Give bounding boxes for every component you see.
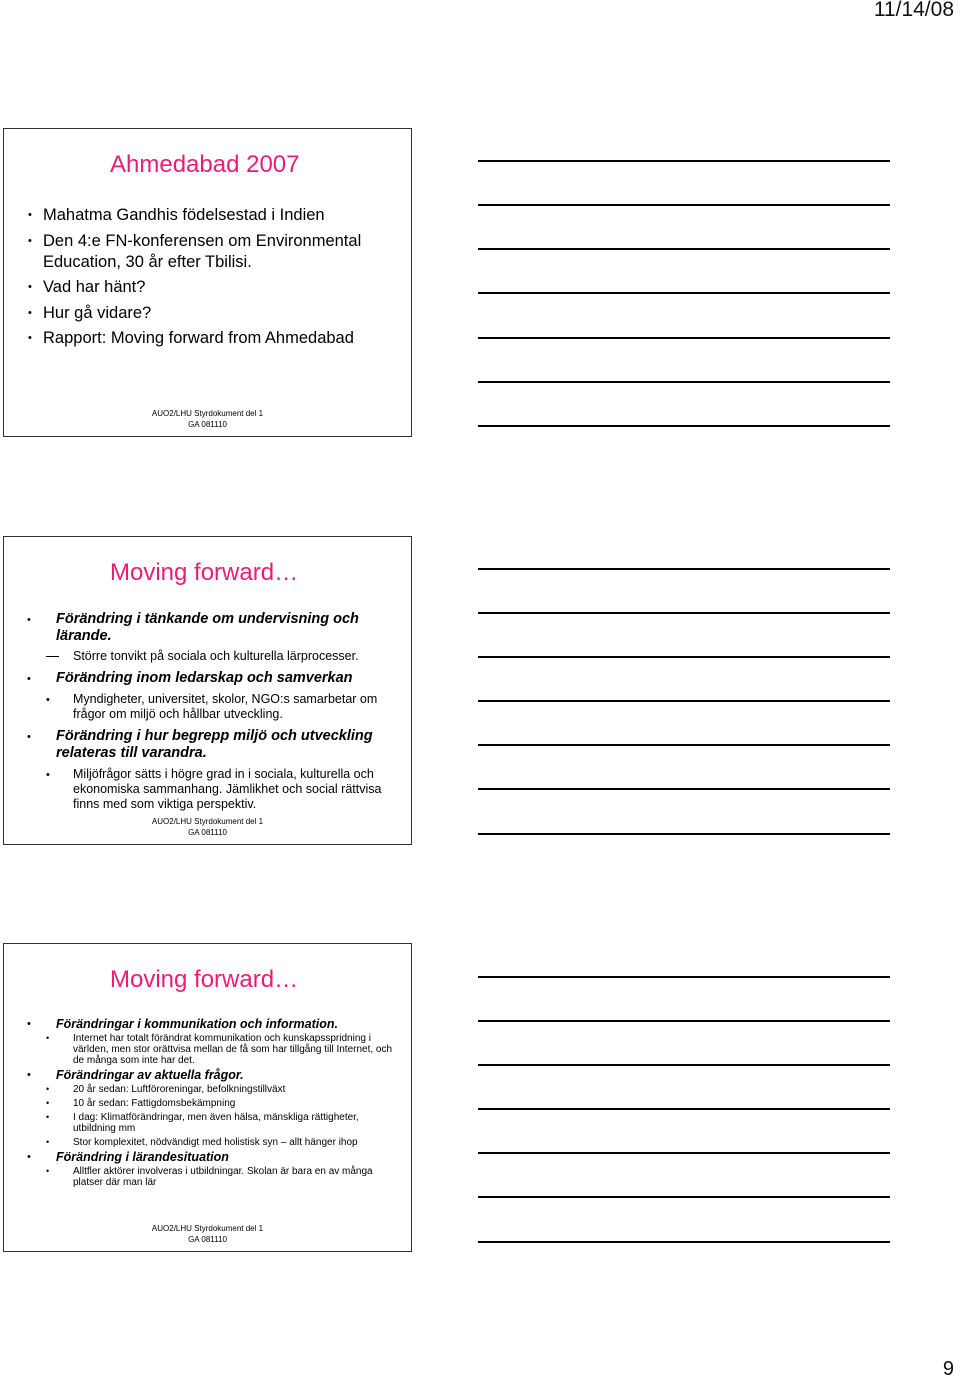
slide-body [4, 205, 403, 349]
note-line [478, 160, 890, 162]
note-line [478, 612, 890, 614]
list-item: • Förändring i lärandesituation [27, 1150, 229, 1164]
note-line [478, 337, 890, 339]
bullet-icon: • [46, 694, 50, 706]
list-item: • Förändring i hur begrepp miljö och utveckling relateras till varandra. [27, 728, 373, 761]
list-item: • Förändringar av aktuella frågor. [27, 1068, 244, 1082]
bullet-icon: • [28, 306, 32, 319]
slide-body [4, 1018, 403, 1188]
bullet-icon: • [46, 1166, 50, 1176]
list-item: • Den 4:e FN-konferensen om Environmental Education, 30 år efter Tbilisi. [28, 231, 362, 271]
bullet-icon: • [28, 234, 32, 247]
note-line [478, 568, 890, 570]
note-line [478, 656, 890, 658]
bullet-icon: • [46, 1137, 50, 1147]
bullet-icon: • [28, 281, 32, 293]
slide-footer [4, 408, 411, 430]
slide-1 [3, 128, 412, 437]
bullet-icon: • [27, 1069, 31, 1081]
list-item: • Miljöfrågor sätts i högre grad in i sociala, kulturella och ekonomiska sammanhang. Jämlikhet och social rättvisa finns med som viktiga perspektiv. [46, 767, 382, 811]
bullet-icon: • [27, 1151, 31, 1163]
bullet-icon: • [46, 1084, 50, 1094]
page-number: 9 [942, 1358, 954, 1380]
bullet-icon: • [28, 332, 32, 344]
footer-line: GA 081110 [188, 1235, 227, 1244]
note-line [478, 788, 890, 790]
list-item: • Myndigheter, universitet, skolor, NGO:s samarbetar om frågor om miljö och hållbar utveckling. [46, 692, 378, 721]
list-item: • Förändring i tänkande om undervisning och lärande. [27, 611, 359, 644]
footer-line: GA 081110 [188, 420, 227, 429]
slide-footer [4, 1223, 411, 1245]
list-item: • Rapport: Moving forward from Ahmedabad [28, 329, 354, 347]
note-line [478, 204, 890, 206]
note-line [478, 1241, 890, 1243]
note-line [478, 744, 890, 746]
bullet-icon: • [46, 1112, 50, 1122]
note-line [478, 833, 890, 835]
list-item: • Alltfler aktörer involveras i utbildningar. Skolan är bara en av många platser där man lär [46, 1166, 373, 1188]
bullet-icon: • [46, 1098, 50, 1108]
slide-3 [3, 943, 412, 1252]
slide-title: Moving forward… [110, 966, 299, 993]
bullet-icon: • [27, 614, 31, 626]
list-item: Större tonvikt på sociala och kulturella lärprocesser. [4, 649, 403, 664]
dash-icon [46, 656, 59, 657]
list-item: • 20 år sedan: Luftföroreningar, befolkningstillväxt [46, 1084, 286, 1095]
footer-line: AUO2/LHU Styrdokument del 1 [151, 409, 264, 418]
list-item: • Vad har hänt? [28, 278, 146, 296]
bullet-icon: • [28, 209, 32, 221]
list-item: • Internet har totalt förändrat kommunikation och kunskapsspridning i världen, men stor orättvisa mellan de få som har tillgång till Internet, och de många som inte har det. [46, 1033, 393, 1066]
list-item: • Förändringar i kommunikation och information. [27, 1017, 338, 1031]
list-item: • Förändring inom ledarskap och samverkan [27, 670, 353, 686]
note-line [478, 1152, 890, 1154]
footer-line: AUO2/LHU Styrdokument del 1 [151, 817, 264, 826]
bullet-icon: • [27, 1018, 31, 1030]
list-item: • I dag: Klimatförändringar, men även hälsa, mänskliga rättigheter, utbildning mm [46, 1112, 359, 1134]
note-line [478, 425, 890, 427]
bullet-icon: • [27, 731, 31, 743]
bullet-icon: • [46, 1033, 50, 1043]
bullet-icon: • [46, 769, 50, 781]
footer-line: GA 081110 [188, 828, 227, 837]
list-item: • Mahatma Gandhis födelsestad i Indien [28, 206, 325, 224]
header-date: 11/14/08 [873, 0, 954, 21]
list-item: • 10 år sedan: Fattigdomsbekämpning [46, 1098, 236, 1109]
note-line [478, 1064, 890, 1066]
note-line [478, 381, 890, 383]
note-line [478, 1196, 890, 1198]
footer-line: AUO2/LHU Styrdokument del 1 [151, 1224, 264, 1233]
slide-body [4, 611, 403, 812]
list-item: • Hur gå vidare? [28, 303, 152, 322]
slide-footer [4, 816, 411, 838]
list-item: • Stor komplexitet, nödvändigt med holistisk syn – allt hänger ihop [46, 1137, 358, 1148]
note-line [478, 700, 890, 702]
slide-title: Ahmedabad 2007 [110, 151, 300, 178]
note-line [478, 1020, 890, 1022]
note-line [478, 292, 890, 294]
slide-title: Moving forward… [110, 559, 299, 586]
note-line [478, 1108, 890, 1110]
bullet-icon: • [27, 673, 31, 685]
slide-2 [3, 536, 412, 845]
note-line [478, 976, 890, 978]
note-line [478, 248, 890, 250]
